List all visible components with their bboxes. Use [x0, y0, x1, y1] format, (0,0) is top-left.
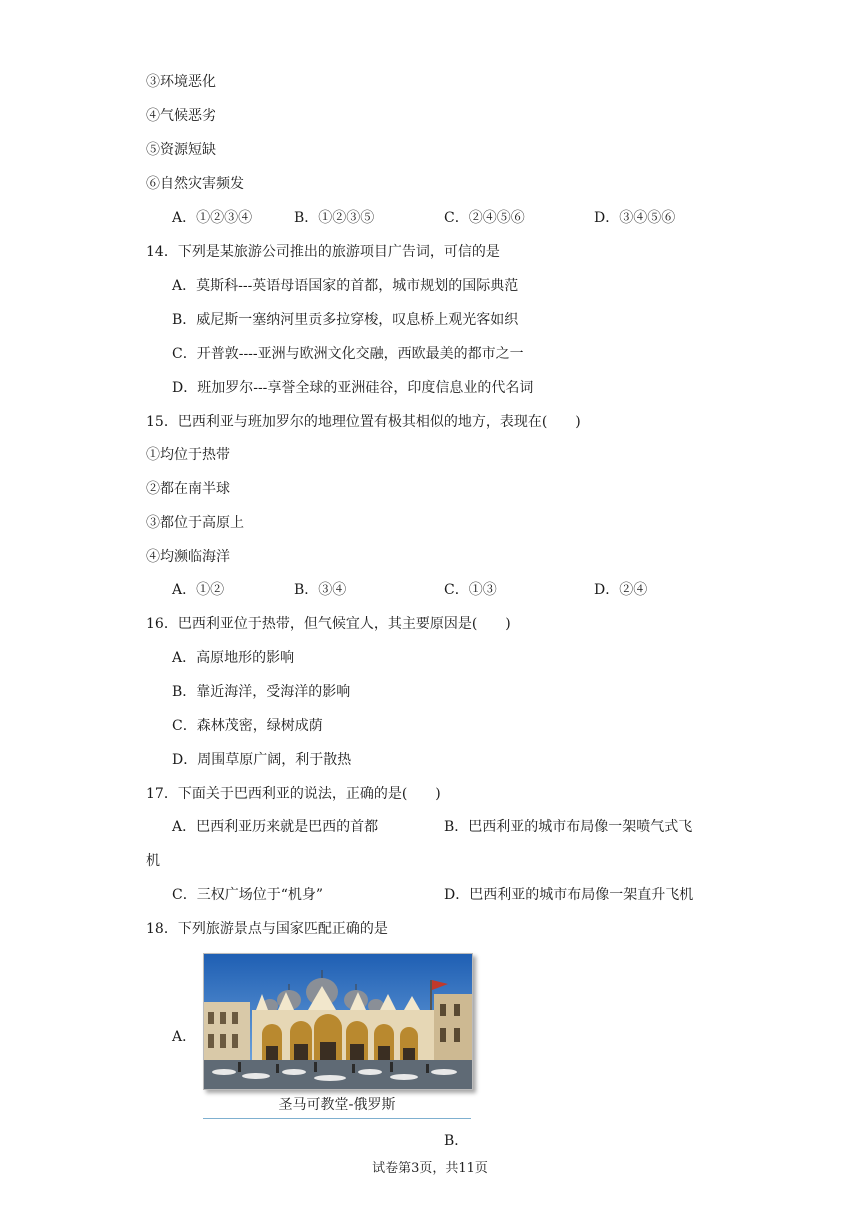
q13-option-b: B．①②③⑤: [294, 210, 375, 226]
q15-option-d: D．②④: [594, 582, 648, 598]
q17-option-c: C．三权广场位于“机身”: [172, 887, 324, 903]
q13-item-5: ⑤资源短缺: [146, 142, 216, 158]
q15-option-a: A．①②: [172, 582, 225, 598]
q16-stem: 16．巴西利亚位于热带，但气候宜人，其主要原因是( ): [146, 616, 511, 632]
q13-option-c: C．②④⑤⑥: [444, 210, 525, 226]
q13-option-a: A．①②③④: [172, 210, 253, 226]
q15-item-3: ③都位于高原上: [146, 515, 244, 531]
q17-option-a: A．巴西利亚历来就是巴西的首都: [172, 819, 379, 835]
q15-item-4: ④均濒临海洋: [146, 549, 230, 565]
q13-option-d: D．③④⑤⑥: [594, 210, 676, 226]
q16-option-d: D．周围草原广阔，利于散热: [172, 752, 352, 768]
q14-stem: 14．下列是某旅游公司推出的旅游项目广告词，可信的是: [146, 244, 500, 260]
page-footer: 试卷第3页，共11页: [372, 1161, 488, 1176]
q15-option-b: B．③④: [294, 582, 347, 598]
st-marks-basilica-photo: [203, 953, 473, 1090]
q16-option-b: B．靠近海洋，受海洋的影响: [172, 684, 351, 700]
q17-option-b-wrap: 机: [146, 853, 160, 869]
q14-option-a: A．莫斯科---英语母语国家的首都，城市规划的国际典范: [172, 278, 519, 294]
q18-stem: 18．下列旅游景点与国家匹配正确的是: [146, 921, 388, 937]
q18-option-b-label: B．: [444, 1133, 469, 1149]
q13-item-4: ④气候恶劣: [146, 108, 216, 124]
q15-item-1: ①均位于热带: [146, 447, 230, 463]
q17-option-d: D．巴西利亚的城市布局像一架直升飞机: [444, 887, 694, 903]
q16-option-a: A．高原地形的影响: [172, 650, 295, 666]
q14-option-d: D．班加罗尔---享誉全球的亚洲硅谷，印度信息业的代名词: [172, 380, 534, 396]
q18-option-a-figure: [203, 953, 473, 1119]
q13-item-3: ③环境恶化: [146, 74, 216, 90]
q17-option-b: B．巴西利亚的城市布局像一架喷气式飞: [444, 819, 693, 835]
q14-option-b: B．威尼斯一塞纳河里贡多拉穿梭，叹息桥上观光客如织: [172, 312, 519, 328]
q16-option-c: C．森林茂密，绿树成荫: [172, 718, 323, 734]
q14-option-c: C．开普敦----亚洲与欧洲文化交融，西欧最美的都市之一: [172, 346, 524, 362]
q17-stem: 17．下面关于巴西利亚的说法，正确的是( ): [146, 786, 441, 802]
q15-item-2: ②都在南半球: [146, 481, 230, 497]
q18-option-a-label: A．: [172, 1029, 197, 1045]
photo-caption: 圣马可教堂-俄罗斯: [203, 1092, 471, 1119]
q15-stem: 15．巴西利亚与班加罗尔的地理位置有极其相似的地方，表现在( ): [146, 414, 581, 430]
q13-item-6: ⑥自然灾害频发: [146, 176, 244, 192]
q15-option-c: C．①③: [444, 582, 497, 598]
